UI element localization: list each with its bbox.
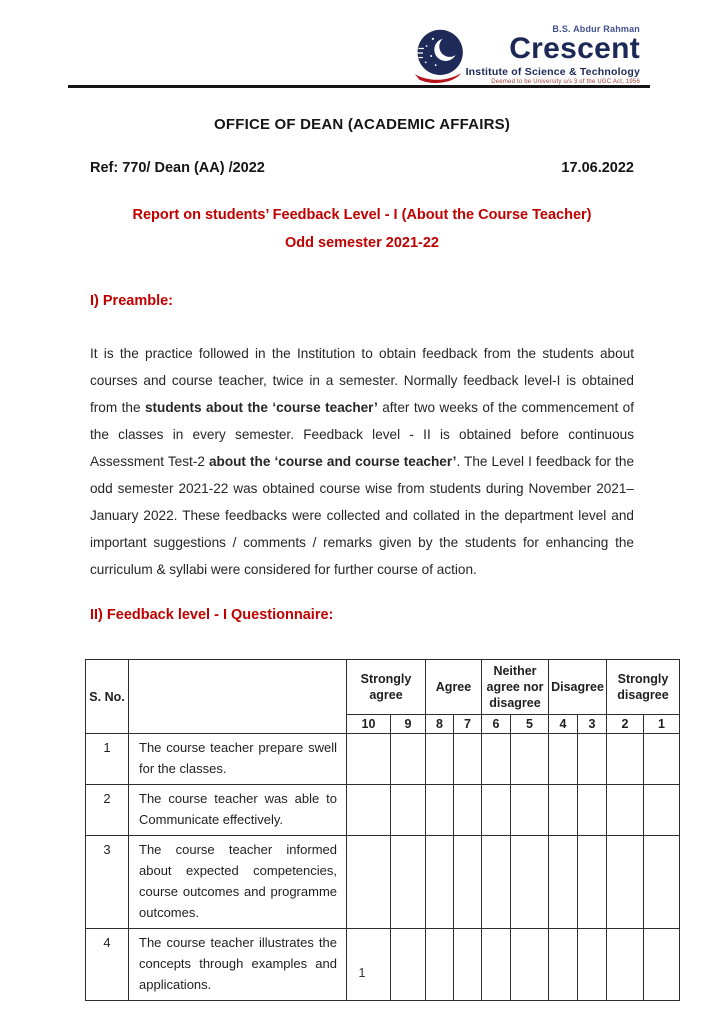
rating-cell: [482, 836, 511, 929]
score-header-8: 8: [426, 715, 454, 734]
rating-cell: [511, 836, 549, 929]
col-header-agree: Agree: [426, 660, 482, 715]
rating-cell: [391, 836, 426, 929]
rating-cell: [347, 734, 391, 785]
col-header-question: [129, 660, 347, 734]
score-header-1: 1: [644, 715, 680, 734]
rating-cell: [482, 785, 511, 836]
rating-cell: [511, 929, 549, 1001]
preamble-paragraph: [90, 340, 634, 583]
question-text: The course teacher informed about expected competencies, course outcomes and programme outcomes.: [129, 836, 347, 929]
rating-cell: [391, 929, 426, 1001]
score-header-6: 6: [482, 715, 511, 734]
rating-cell: [578, 836, 607, 929]
rating-cell: [511, 734, 549, 785]
page-number: 1: [358, 966, 366, 980]
document-body: [0, 88, 724, 1001]
rating-cell: [482, 734, 511, 785]
question-number: 3: [86, 836, 129, 929]
document-date: 17.06.2022: [561, 160, 634, 176]
question-number: 1: [86, 734, 129, 785]
rating-cell: [644, 734, 680, 785]
rating-cell: [454, 734, 482, 785]
preamble-segment: after two weeks of the commencement of the classes in every semester. Feedback level - II is obtained before continuous Assessment Test-2: [90, 400, 634, 469]
preamble-segment-bold: students about the ‘course teacher’: [144, 400, 378, 415]
rating-cell: [549, 734, 578, 785]
crescent-moon-logo-icon: [413, 27, 471, 85]
rating-cell: [347, 785, 391, 836]
question-number: 2: [86, 785, 129, 836]
rating-cell: [391, 734, 426, 785]
report-title-line2: Odd semester 2021-22: [285, 235, 439, 251]
col-header-sno: S. No.: [86, 660, 129, 734]
rating-cell: [454, 929, 482, 1001]
report-title: [0, 201, 724, 257]
reference-row: [90, 160, 634, 176]
rating-cell: [426, 734, 454, 785]
rating-cell: [549, 929, 578, 1001]
score-header-2: 2: [607, 715, 644, 734]
score-header-9: 9: [391, 715, 426, 734]
col-header-strongly-agree: Strongly agree: [347, 660, 426, 715]
question-row: [86, 929, 680, 1001]
rating-cell: [549, 785, 578, 836]
score-header-7: 7: [454, 715, 482, 734]
rating-cell: [391, 785, 426, 836]
question-row: [86, 734, 680, 785]
rating-cell: [607, 734, 644, 785]
rating-cell: [607, 785, 644, 836]
rating-cell: [347, 836, 391, 929]
score-header-10: 10: [347, 715, 391, 734]
logo-founder-text: B.S. Abdur Rahman: [552, 24, 640, 34]
score-header-5: 5: [511, 715, 549, 734]
question-text: The course teacher prepare swell for the classes.: [129, 734, 347, 785]
logo-text-block: [466, 24, 640, 85]
rating-cell: [578, 785, 607, 836]
questionnaire-table: [85, 659, 680, 1001]
question-row: [86, 836, 680, 929]
rating-cell: [454, 836, 482, 929]
rating-cell: [578, 734, 607, 785]
section-heading-questionnaire: II) Feedback level - I Questionnaire:: [90, 607, 334, 623]
rating-cell: [644, 929, 680, 1001]
question-number: 4: [86, 929, 129, 1001]
logo-brand-name: Crescent: [509, 32, 640, 65]
page-title: OFFICE OF DEAN (ACADEMIC AFFAIRS): [213, 116, 511, 133]
score-header-4: 4: [549, 715, 578, 734]
rating-cell: [426, 929, 454, 1001]
logo-deemed-university-tagline: Deemed to be University u/s 3 of the UGC Act, 1956: [491, 78, 640, 85]
ref-number: Ref: 770/ Dean (AA) /2022: [90, 160, 265, 176]
rating-cell: [454, 785, 482, 836]
table-group-header-row: [86, 660, 680, 715]
question-text: The course teacher was able to Communicate effectively.: [129, 785, 347, 836]
rating-cell: [607, 929, 644, 1001]
section-heading-preamble: I) Preamble:: [90, 293, 173, 309]
col-header-disagree: Disagree: [549, 660, 607, 715]
rating-cell: [347, 929, 391, 1001]
rating-cell: [426, 836, 454, 929]
logo-subtitle: Institute of Science & Technology: [465, 65, 640, 78]
score-header-3: 3: [578, 715, 607, 734]
rating-cell: [607, 836, 644, 929]
preamble-segment: It is the practice followed in the Institution to obtain feedback from the students about courses and course teacher, twice in a semester. Normally feedback level-I is obtained from the: [90, 346, 634, 415]
col-header-neither-agree-nor-disagree: Neither agree nor disagree: [482, 660, 549, 715]
rating-cell: [549, 836, 578, 929]
preamble-segment-bold: about the ‘course and course teacher’: [208, 454, 457, 469]
question-text: The course teacher illustrates the concepts through examples and applications.: [129, 929, 347, 1001]
rating-cell: [511, 785, 549, 836]
question-row: [86, 785, 680, 836]
rating-cell: [644, 836, 680, 929]
rating-cell: [578, 929, 607, 1001]
rating-cell: [644, 785, 680, 836]
col-header-strongly-disagree: Strongly disagree: [607, 660, 680, 715]
preamble-segment: . The Level I feedback for the odd semester 2021-22 was obtained course wise from students during November 2021– January 2022. These feedbacks were collected and collated in the department level and important suggestions / comments / remarks given by the students for enhancing the curriculum & syllabi were considered for further course of action.: [90, 454, 635, 577]
rating-cell: [426, 785, 454, 836]
report-title-line1: Report on students’ Feedback Level - I (About the Course Teacher): [132, 207, 592, 223]
rating-cell: [482, 929, 511, 1001]
institution-logo: [413, 24, 640, 85]
